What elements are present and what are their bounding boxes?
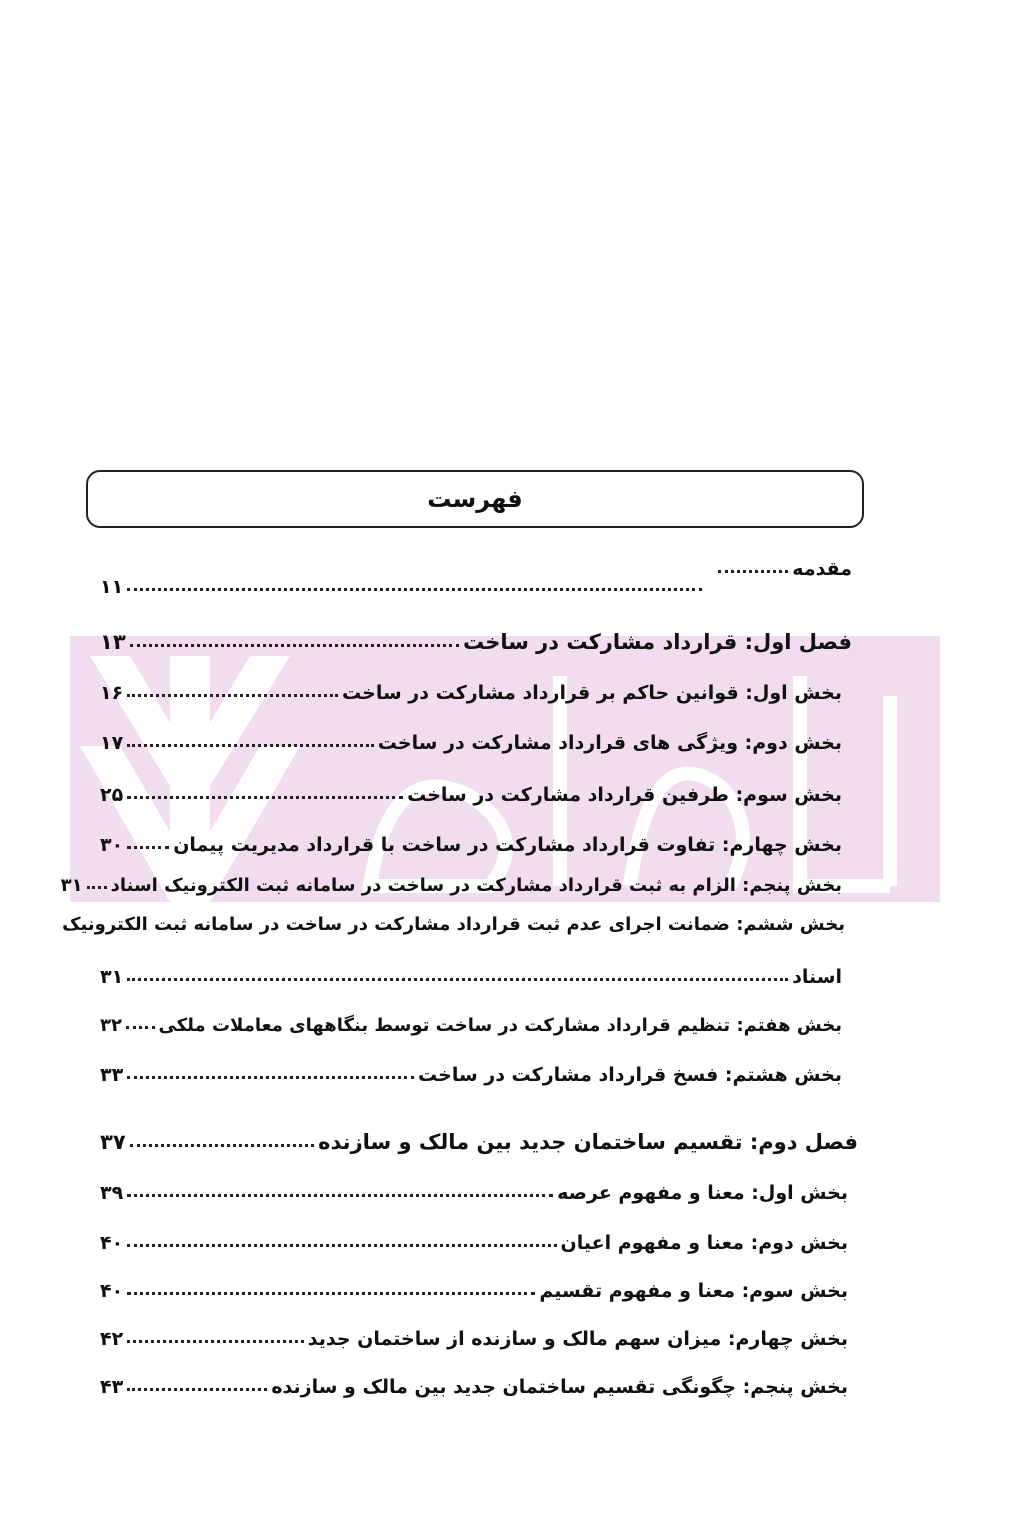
toc-entry-chapter-1[interactable] <box>100 622 852 654</box>
leader-dots <box>127 1340 304 1343</box>
page-number: ۲۵ <box>100 784 124 806</box>
page-number: ۳۹ <box>100 1182 124 1204</box>
toc-entry-section[interactable] <box>100 672 842 704</box>
entry-title: مقدمه <box>792 558 852 580</box>
leader-dots <box>127 978 788 981</box>
toc-entry-section[interactable] <box>100 722 842 754</box>
toc-header-box <box>86 470 864 528</box>
leader-dots <box>127 588 702 591</box>
page-number: ۳۱ <box>100 966 124 988</box>
toc-entry-section[interactable] <box>60 864 842 896</box>
toc-entry-section[interactable] <box>100 1172 848 1204</box>
leader-dots <box>127 1292 535 1295</box>
toc-entry-section[interactable] <box>100 774 842 806</box>
leader-dots <box>127 1388 267 1391</box>
entry-title: بخش هشتم: فسخ قرارداد مشارکت در ساخت <box>418 1064 842 1086</box>
entry-title: بخش چهارم: تفاوت قرارداد مشارکت در ساخت با قرارداد مدیریت پیمان <box>173 834 842 856</box>
toc-entry-section[interactable] <box>100 1270 848 1302</box>
leader-dots <box>127 1244 556 1247</box>
page-number: ۱۶ <box>100 682 124 704</box>
page-number: ۴۳ <box>100 1376 124 1398</box>
page-number: ۴۰ <box>100 1232 124 1254</box>
page-number: ۳۰ <box>100 834 124 856</box>
entry-title: بخش دوم: معنا و مفهوم اعیان <box>560 1232 848 1254</box>
entry-title: بخش پنجم: چگونگی تقسیم ساختمان جدید بین مالک و سازنده <box>271 1376 848 1398</box>
entry-title: فصل اول: قرارداد مشارکت در ساخت <box>462 630 852 654</box>
entry-title: بخش هفتم: تنظیم قرارداد مشارکت در ساخت توسط بنگاههای معاملات ملکی <box>158 1015 842 1036</box>
page-number: ۱۱ <box>100 576 124 598</box>
toc-entry-section-continued[interactable] <box>100 956 842 988</box>
toc-entry-section[interactable] <box>100 1222 848 1254</box>
entry-title: بخش دوم: ویژگی های قرارداد مشارکت در ساخت <box>377 732 842 754</box>
toc-entry-section[interactable] <box>100 1318 848 1350</box>
leader-dots <box>130 1144 315 1147</box>
leader-dots <box>126 1026 155 1029</box>
leader-dots <box>127 796 403 799</box>
toc-entry-section[interactable] <box>100 1366 848 1398</box>
toc-entry-section[interactable] <box>100 824 842 856</box>
leader-dots <box>127 1194 553 1197</box>
leader-dots <box>127 1076 414 1079</box>
page-number: ۳۳ <box>100 1064 124 1086</box>
page-number: ۱۷ <box>100 732 124 754</box>
entry-title: بخش سوم: معنا و مفهوم تقسیم <box>539 1280 848 1302</box>
entry-title: بخش سوم: طرفین قرارداد مشارکت در ساخت <box>407 784 842 806</box>
page-number: ۱۳ <box>100 630 126 654</box>
toc-title: فهرست <box>427 485 523 513</box>
toc-entry-chapter-2[interactable] <box>100 1122 858 1154</box>
toc-entry-intro-page-line <box>100 566 852 598</box>
leader-dots <box>127 744 374 747</box>
entry-title: فصل دوم: تقسیم ساختمان جدید بین مالک و سازنده <box>318 1130 858 1154</box>
entry-title: بخش پنجم: الزام به ثبت قرارداد مشارکت در ساخت در سامانه ثبت الکترونیک اسناد <box>110 875 842 896</box>
entry-title: اسناد <box>792 966 842 988</box>
page-number: ۳۲ <box>100 1015 122 1036</box>
toc-entry-section-wrapped-title[interactable]: بخش ششم: ضمانت اجرای عدم ثبت قرارداد مشارکت در ساخت در سامانه ثبت الکترونیک <box>62 914 845 935</box>
toc-entry-section[interactable] <box>100 1054 842 1086</box>
entry-title: بخش چهارم: میزان سهم مالک و سازنده از ساختمان جدید <box>307 1328 848 1350</box>
toc-entry-section[interactable] <box>100 1004 842 1036</box>
leader-dots <box>87 886 107 889</box>
leader-dots <box>127 846 169 849</box>
leader-dots <box>127 694 338 697</box>
page-number: ۳۷ <box>100 1130 126 1154</box>
entry-title: بخش اول: قوانین حاکم بر قرارداد مشارکت در ساخت <box>342 682 842 704</box>
page-number: ۴۲ <box>100 1328 124 1350</box>
page-number: ۳۱ <box>60 875 83 896</box>
leader-dots <box>130 644 459 647</box>
entry-title: بخش اول: معنا و مفهوم عرصه <box>557 1182 848 1204</box>
page-number: ۴۰ <box>100 1280 124 1302</box>
